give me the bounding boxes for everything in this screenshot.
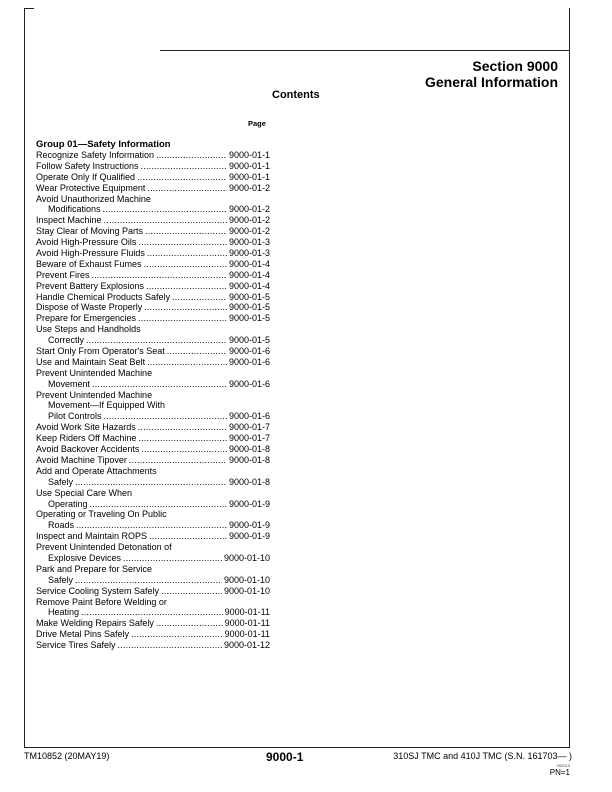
toc-entry-page: 9000-01-11 [224,629,270,640]
toc-leader-dots [138,433,227,444]
toc-entry-page: 9000-01-5 [228,313,270,324]
toc-entry[interactable] [36,292,270,303]
toc-leader-dots [138,237,227,248]
toc-entry[interactable] [36,259,270,270]
toc-entry-page: 9000-01-2 [228,182,270,193]
toc-entry-page: 9000-01-2 [228,204,270,215]
toc-leader-dots [138,313,227,324]
toc-entry-page: 9000-01-4 [228,280,270,291]
toc-entry-title: Keep Riders Off Machine [36,433,137,444]
toc-entry-page: 9000-01-2 [228,226,270,237]
toc-leader-dots [141,161,227,172]
toc-entry[interactable] [36,161,270,172]
toc-entry-title: Use Steps and Handholds [36,324,141,335]
toc-leader-dots [92,379,227,390]
toc-entry-title: Prevent Unintended Machine [36,389,153,400]
toc-entry-title: Heating [48,607,80,618]
toc-entry-title: Use Special Care When [36,487,133,498]
toc-entry[interactable] [36,640,270,651]
footer-model: 310SJ TMC and 410J TMC (S.N. 161703— ) [393,751,572,761]
toc-entry[interactable] [36,281,270,292]
toc-entry-title: Handle Chemical Products Safely [36,291,171,302]
toc-entry-title: Prevent Fires [36,269,90,280]
toc-entry-page: 9000-01-10 [223,574,270,585]
toc-entry-title: Movement [48,378,91,389]
group-heading: Group 01—Safety Information [36,139,171,150]
toc-entry[interactable] [36,607,270,618]
toc-entry[interactable] [36,270,270,281]
toc-entry-page: 9000-01-3 [228,237,270,248]
toc-entry[interactable] [36,411,270,422]
toc-leader-dots [146,281,227,292]
toc-leader-dots [147,183,227,194]
section-number: Section 9000 [472,58,558,74]
toc-entry-title: Prepare for Emergencies [36,313,137,324]
toc-leader-dots [76,520,227,531]
toc-entry-page: 9000-01-5 [228,302,270,313]
toc-entry[interactable] [36,499,270,510]
toc-entry[interactable] [36,150,270,161]
toc-entry-title: Start Only From Operator's Seat [36,346,165,357]
toc-leader-dots [161,586,222,597]
footer-code: 052019 [556,763,570,768]
toc-entry[interactable] [36,444,270,455]
section-title: General Information [424,74,558,90]
toc-entry-page: 9000-01-11 [224,618,270,629]
toc-leader-dots [131,629,223,640]
toc-entry-title: Drive Metal Pins Safely [36,629,130,640]
page-column-heading: Page [248,119,266,128]
toc-entry-title: Service Tires Safely [36,640,116,651]
toc-entry[interactable] [36,226,270,237]
toc-entry[interactable] [36,422,270,433]
toc-entry[interactable] [36,204,270,215]
toc-entry-page: 9000-01-1 [228,160,270,171]
toc-entry-page: 9000-01-8 [228,476,270,487]
toc-entry[interactable] [36,564,270,575]
page-frame-bottom [24,747,570,748]
toc-entry-page: 9000-01-7 [228,433,270,444]
toc-entry-title: Avoid Machine Tipover [36,454,127,465]
toc-leader-dots [144,259,227,270]
toc-entry-title: Movement—If Equipped With [48,400,166,411]
toc-entry-title: Roads [48,520,75,531]
page-frame-left [24,8,25,748]
toc-entry[interactable] [36,390,270,401]
toc-entry-title: Avoid Work Site Hazards [36,422,136,433]
toc-entry-title: Operating [48,498,88,509]
toc-entry-page: 9000-01-8 [228,444,270,455]
toc-leader-dots [147,357,227,368]
toc-entry-title: Prevent Battery Explosions [36,280,145,291]
toc-entry-page: 9000-01-9 [228,520,270,531]
toc-leader-dots [86,335,227,346]
toc-leader-dots [75,477,227,488]
toc-entry-page: 9000-01-10 [223,552,270,563]
toc-entry-page: 9000-01-5 [228,291,270,302]
toc-entry-title: Wear Protective Equipment [36,182,146,193]
toc-entry[interactable] [36,466,270,477]
toc-entry-page: 9000-01-7 [228,422,270,433]
toc-entry[interactable] [36,335,270,346]
toc-entry-page: 9000-01-1 [228,150,270,160]
toc-entry[interactable] [36,248,270,259]
section-header-rule [160,50,570,51]
toc-entry-title: Pilot Controls [48,411,102,422]
toc-leader-dots [149,531,227,542]
toc-entry-page: 9000-01-1 [228,171,270,182]
toc-entry[interactable] [36,313,270,324]
toc-entry-title: Avoid High-Pressure Fluids [36,248,145,259]
toc-entry-page: 9000-01-8 [228,454,270,465]
toc-entry[interactable] [36,368,270,379]
toc-leader-dots [75,575,222,586]
toc-leader-dots [92,270,227,281]
toc-entry[interactable] [36,183,270,194]
toc-entry[interactable] [36,324,270,335]
toc-entry-page: 9000-01-9 [228,531,270,542]
toc-leader-dots [129,455,227,466]
toc-entry-title: Prevent Unintended Detonation of [36,542,172,553]
footer-doc-id: TM10852 (20MAY19) [24,751,110,761]
toc-leader-dots [167,346,227,357]
toc-entry[interactable] [36,531,270,542]
toc-entry-title: Beware of Exhaust Fumes [36,258,142,269]
toc-entry-title: Recognize Safety Information [36,150,155,160]
toc-entry-title: Inspect Machine [36,215,102,226]
toc-entry[interactable] [36,520,270,531]
toc-leader-dots [145,226,227,237]
toc-entry[interactable] [36,553,270,564]
toc-entry-title: Avoid High-Pressure Oils [36,237,137,248]
toc-entry-page: 9000-01-6 [228,378,270,389]
toc-entry-page: 9000-01-6 [228,411,270,422]
toc-leader-dots [147,248,227,259]
toc-entry[interactable] [36,455,270,466]
toc-entry-page: 9000-01-9 [228,498,270,509]
toc-entry[interactable] [36,433,270,444]
toc-entry[interactable] [36,575,270,586]
toc-entry[interactable] [36,586,270,597]
toc-entry-title: Avoid Backover Accidents [36,444,140,455]
toc-entry-title: Inspect and Maintain ROPS [36,531,148,542]
contents-heading: Contents [272,89,320,101]
toc-entry[interactable] [36,618,270,629]
toc-entry-title: Park and Prepare for Service [36,563,153,574]
toc-entry-page: 9000-01-2 [228,215,270,226]
toc-entry-page: 9000-01-6 [228,346,270,357]
toc-leader-dots [141,444,227,455]
toc-entry[interactable] [36,215,270,226]
toc-entry-title: Make Welding Repairs Safely [36,618,154,629]
toc-entry-page: 9000-01-5 [228,335,270,346]
toc-leader-dots [81,607,223,618]
toc-entry[interactable] [36,629,270,640]
toc-entry[interactable] [36,302,270,313]
toc-entry[interactable] [36,172,270,183]
toc-entry-title: Modifications [48,204,101,215]
toc-entry-title: Stay Clear of Moving Parts [36,226,144,237]
toc-entry[interactable] [36,400,270,411]
toc-entry-title: Service Cooling System Safely [36,585,160,596]
toc-entry-page: 9000-01-6 [228,356,270,367]
page-frame-corner [24,8,34,9]
footer-pn: PN=1 [549,768,570,777]
toc-leader-dots [156,618,223,629]
toc-entry[interactable] [36,357,270,368]
toc-entry[interactable] [36,346,270,357]
toc-entry[interactable] [36,542,270,553]
toc-entry-title: Safely [48,574,74,585]
toc-entry-title: Operate Only If Qualified [36,171,136,182]
toc-leader-dots [104,215,227,226]
toc-entry-title: Avoid Unauthorized Machine [36,193,151,204]
footer-page-number: 9000-1 [266,750,304,764]
toc-entry-title: Prevent Unintended Machine [36,367,153,378]
toc-entry-title: Operating or Traveling On Public [36,509,167,520]
toc-entry-title: Dispose of Waste Properly [36,302,143,313]
toc-leader-dots [90,499,227,510]
toc-entry-title: Safely [48,476,74,487]
toc-entry-page: 9000-01-4 [228,269,270,280]
page-frame-right [569,8,570,748]
toc-leader-dots [123,553,222,564]
table-of-contents [36,150,270,651]
toc-entry-title: Follow Safety Instructions [36,160,139,171]
toc-entry[interactable] [36,509,270,520]
toc-entry-page: 9000-01-11 [224,607,270,618]
toc-entry-page: 9000-01-10 [223,585,270,596]
toc-entry-title: Correctly [48,335,85,346]
toc-entry[interactable] [36,194,270,205]
toc-entry-title: Remove Paint Before Welding or [36,596,167,607]
toc-entry-page: 9000-01-4 [228,258,270,269]
toc-leader-dots [104,411,227,422]
toc-entry[interactable] [36,477,270,488]
toc-entry[interactable] [36,597,270,608]
toc-entry-page: 9000-01-12 [223,640,270,651]
toc-entry-title: Add and Operate Attachments [36,465,157,476]
toc-leader-dots [156,150,227,161]
toc-leader-dots [172,292,227,303]
toc-entry-title: Use and Maintain Seat Belt [36,356,146,367]
toc-entry[interactable] [36,488,270,499]
toc-entry[interactable] [36,379,270,390]
toc-leader-dots [144,302,227,313]
toc-entry-page: 9000-01-3 [228,248,270,259]
toc-entry-title: Explosive Devices [48,552,122,563]
toc-leader-dots [138,422,227,433]
toc-leader-dots [103,204,227,215]
toc-leader-dots [137,172,227,183]
toc-leader-dots [118,640,222,651]
toc-entry[interactable] [36,237,270,248]
